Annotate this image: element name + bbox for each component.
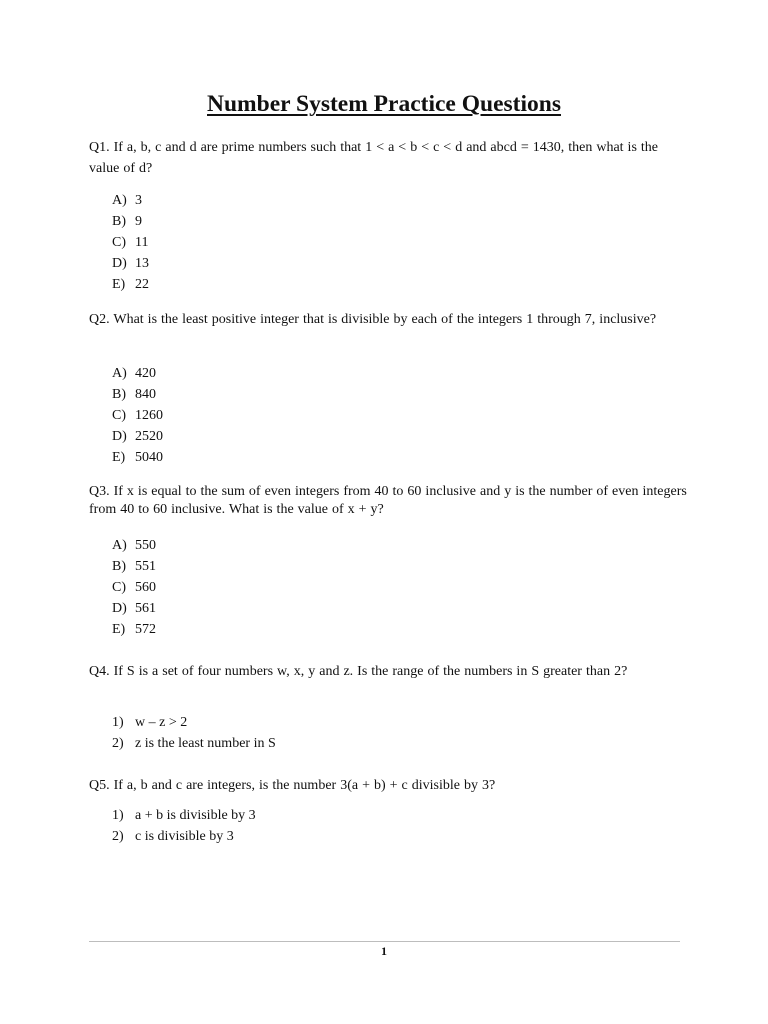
option-value: 572 [135, 622, 156, 637]
option-label: C) [112, 408, 126, 423]
question-1-option [112, 253, 149, 274]
question-3-option [112, 598, 156, 619]
question-3-option [112, 577, 156, 598]
question-3-options [112, 535, 156, 640]
option-label: E) [112, 277, 126, 292]
option-label: 2) [112, 829, 124, 844]
option-label: C) [112, 235, 126, 250]
option-label: E) [112, 450, 126, 465]
option-value: 5040 [135, 450, 163, 465]
option-value: 11 [135, 235, 149, 250]
question-2-option [112, 447, 163, 468]
question-5-options [112, 805, 256, 847]
question-2-option [112, 363, 163, 384]
page-title: Number System Practice Questions [207, 91, 561, 117]
question-3-option [112, 535, 156, 556]
question-5-text: Q5. If a, b and c are integers, is the number 3(a + b) + c divisible by 3? [89, 778, 496, 793]
question-4-options [112, 712, 276, 754]
option-value: 840 [135, 387, 156, 402]
option-value: w – z > 2 [135, 715, 188, 730]
footer-divider [89, 941, 680, 942]
question-5-option [112, 826, 256, 847]
question-3-text: Q3. If x is equal to the sum of even integers from 40 to 60 inclusive and y is the number of even integers from 40 to 60 inclusive. What is the value of x + y? [89, 484, 687, 517]
option-value: 13 [135, 256, 149, 271]
page-number: 1 [381, 944, 387, 958]
option-label: A) [112, 193, 127, 208]
option-label: D) [112, 429, 127, 444]
option-label: B) [112, 387, 126, 402]
question-2-option [112, 405, 163, 426]
question-1-option [112, 232, 149, 253]
question-1-text: Q1. If a, b, c and d are prime numbers such that 1 < a < b < c < d and abcd = 1430, then what is the value of d? [89, 140, 658, 176]
option-label: B) [112, 559, 126, 574]
option-label: D) [112, 601, 127, 616]
question-2-option [112, 384, 163, 405]
option-value: 561 [135, 601, 156, 616]
question-2-options [112, 363, 163, 468]
option-value: z is the least number in S [135, 736, 276, 751]
option-label: A) [112, 366, 127, 381]
option-value: 420 [135, 366, 156, 381]
option-value: c is divisible by 3 [135, 829, 234, 844]
question-4-option [112, 712, 276, 733]
question-2-option [112, 426, 163, 447]
option-label: 1) [112, 808, 124, 823]
option-label: 2) [112, 736, 124, 751]
option-value: a + b is divisible by 3 [135, 808, 256, 823]
option-label: 1) [112, 715, 124, 730]
option-value: 560 [135, 580, 156, 595]
option-value: 3 [135, 193, 142, 208]
question-1-option [112, 190, 149, 211]
option-label: E) [112, 622, 126, 637]
question-1-option [112, 274, 149, 295]
question-3-option [112, 619, 156, 640]
question-3-option [112, 556, 156, 577]
option-value: 2520 [135, 429, 163, 444]
option-label: A) [112, 538, 127, 553]
question-1-option [112, 211, 149, 232]
option-value: 9 [135, 214, 142, 229]
option-value: 22 [135, 277, 149, 292]
option-value: 550 [135, 538, 156, 553]
question-4-option [112, 733, 276, 754]
question-4-text: Q4. If S is a set of four numbers w, x, y and z. Is the range of the numbers in S greater than 2? [89, 664, 628, 679]
option-value: 1260 [135, 408, 163, 423]
option-label: B) [112, 214, 126, 229]
question-5-option [112, 805, 256, 826]
option-value: 551 [135, 559, 156, 574]
question-1-options [112, 190, 149, 295]
question-2-text: Q2. What is the least positive integer that is divisible by each of the integers 1 through 7, inclusive? [89, 312, 657, 327]
option-label: D) [112, 256, 127, 271]
option-label: C) [112, 580, 126, 595]
